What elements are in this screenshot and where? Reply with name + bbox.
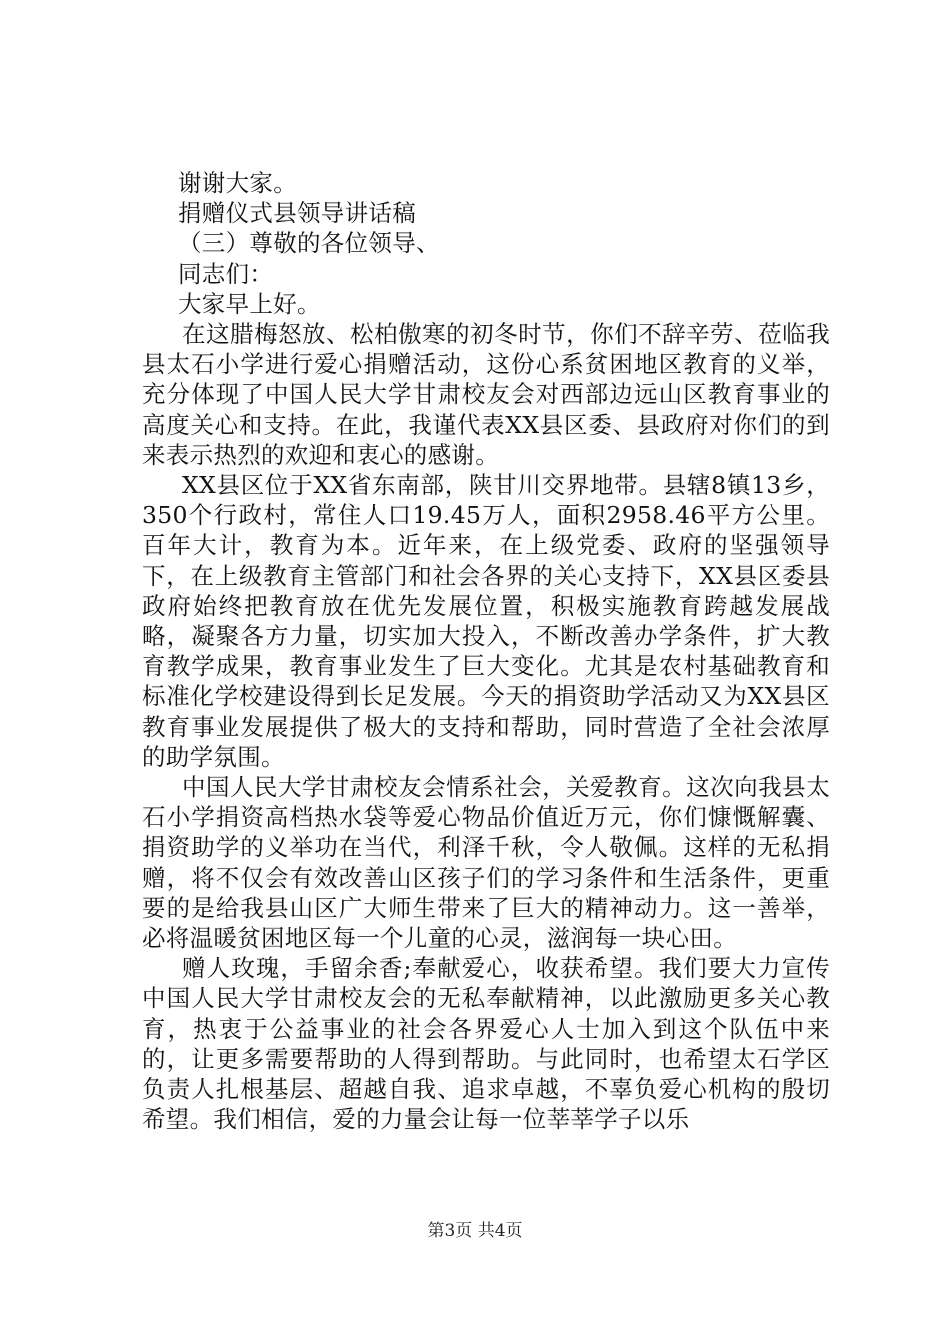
speech-title: 捐赠仪式县领导讲话稿 — [178, 199, 416, 228]
greeting-line: 大家早上好。 — [178, 289, 321, 318]
page-number-footer: 第3页 共4页 — [427, 1221, 523, 1241]
paragraph-county-overview: XX县区位于XX省东南部，陕甘川交界地带。县辖8镇13乡，350个行政村，常住人口19.45万人，面积2958.46平方公里。百年大计，教育为本。近年来，在上级党委、政府的坚强领导下，在上级教育主管部门和社会各界的关心支持下，XX县区委县政府始终把教育放在优先发展位置，积极实施教育跨越发展战略，凝聚各方力量，切实加大投入，不断改善办学条件，扩大教育教学成果，教育事业发生了巨大变化。尤其是农村基础教育和标准化学校建设得到长足发展。今天的捐资助学活动又为XX县区教育事业发展提供了极大的支持和帮助，同时营造了全社会浓厚的助学氛围。 — [142, 471, 830, 771]
paragraph-call-to-action: 赠人玫瑰，手留余香;奉献爱心，收获希望。我们要大力宣传中国人民大学甘肃校友会的无私奉献精神，以此激励更多关心教育，热衷于公益事业的社会各界爱心人士加入到这个队伍中来的，让更多需要帮助的人得到帮助。与此同时，也希望太石学区负责人扎根基层、超越自我、追求卓越，不辜负爱心机构的殷切希望。我们相信，爱的力量会让每一位莘莘学子以乐 — [142, 954, 830, 1134]
paragraph-welcome: 在这腊梅怒放、松柏傲寒的初冬时节，你们不辞辛劳、莅临我县太石小学进行爱心捐赠活动，这份心系贫困地区教育的义举，充分体现了中国人民大学甘肃校友会对西部边远山区教育事业的高度关心和支持。在此，我谨代表XX县区委、县政府对你们的到来表示热烈的欢迎和衷心的感谢。 — [142, 320, 830, 469]
salutation-line-1: （三）尊敬的各位领导、 — [178, 229, 440, 258]
salutation-line-2: 同志们： — [178, 259, 274, 288]
paragraph-donation-thanks: 中国人民大学甘肃校友会情系社会，关爱教育。这次向我县太石小学捐资高档热水袋等爱心物品价值近万元，你们慷慨解囊、捐资助学的义举功在当代，利泽千秋，令人敬佩。这样的无私捐赠，将不仅会有效改善山区孩子们的学习条件和生活条件，更重要的是给我县山区广大师生带来了巨大的精神动力。这一善举，必将温暖贫困地区每一个儿童的心灵，滋润每一块心田。 — [142, 773, 830, 953]
closing-line: 谢谢大家。 — [178, 169, 297, 197]
document-body — [142, 168, 830, 1135]
